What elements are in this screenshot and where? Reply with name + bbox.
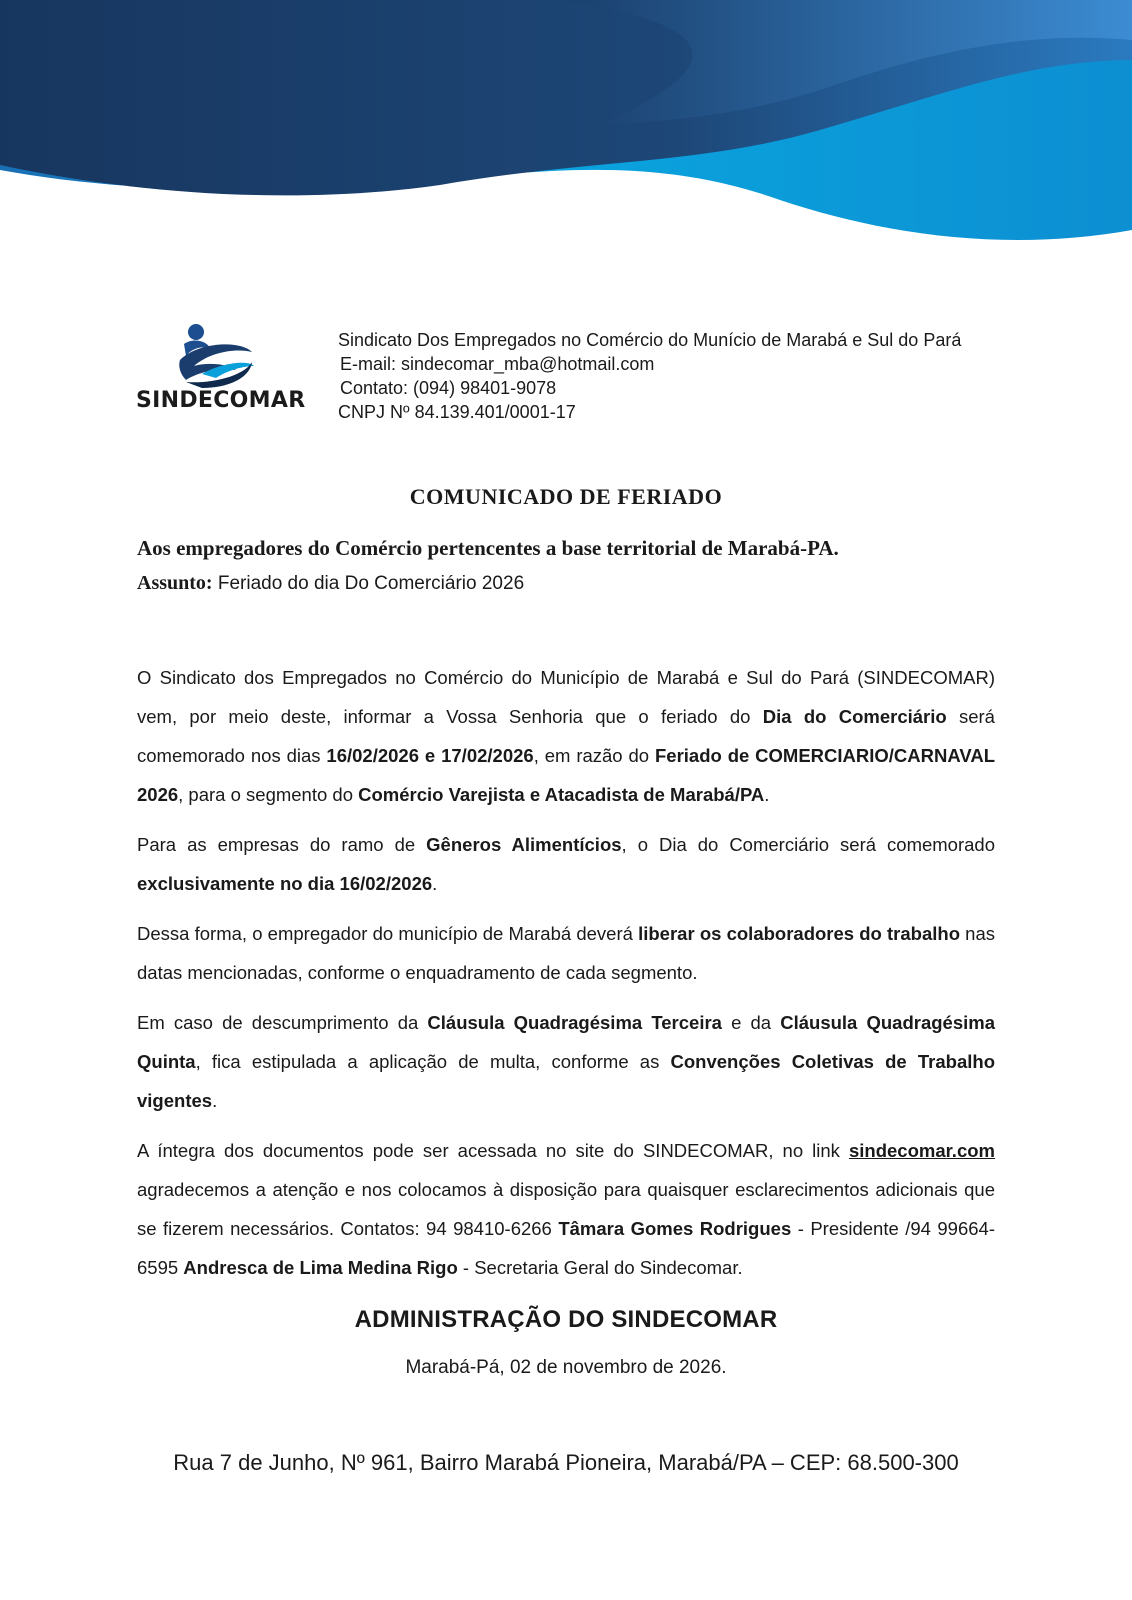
text: , fica estipulada a aplicação de multa, conforme as xyxy=(195,1051,671,1072)
footer-address: Rua 7 de Junho, Nº 961, Bairro Marabá Pioneira, Marabá/PA – CEP: 68.500-300 xyxy=(173,1450,959,1475)
text: A íntegra dos documentos pode ser acessada no site do SINDECOMAR, no link xyxy=(137,1140,849,1161)
bold-text: Convenções Coletivas de Trabalho vigentes xyxy=(137,1051,995,1111)
addressee-line: Aos empregadores do Comércio pertencentes a base territorial de Marabá-PA. xyxy=(137,536,839,560)
text: , em razão do xyxy=(533,745,655,766)
paragraph-3 xyxy=(137,914,995,992)
bold-text: Comércio Varejista e Atacadista de Marabá/PA xyxy=(358,784,765,805)
text: Em caso de descumprimento da xyxy=(137,1012,428,1033)
org-email: E-mail: sindecomar_mba@hotmail.com xyxy=(340,354,655,374)
text: , o Dia do Comerciário será comemorado xyxy=(621,834,995,855)
subject-text: Feriado do dia Do Comerciário 2026 xyxy=(217,573,525,594)
website-link[interactable]: sindecomar.com xyxy=(848,1140,995,1161)
text: e da xyxy=(721,1012,781,1033)
bold-text: exclusivamente no dia 16/02/2026 xyxy=(137,873,433,894)
subject-line xyxy=(137,572,524,595)
president-name: Tâmara Gomes Rodrigues xyxy=(558,1218,792,1239)
text: agradecemos a atenção e nos colocamos à disposição para quaisquer esclarecimentos adicionais que se fizerem necessários. Contatos: 94 98410-6266 xyxy=(137,1179,995,1239)
bold-text: Cláusula Quadragésima Quinta xyxy=(137,1012,996,1072)
header-wave-decoration xyxy=(0,0,1132,260)
signature-title: ADMINISTRAÇÃO DO SINDECOMAR xyxy=(354,1306,778,1333)
paragraph-4 xyxy=(137,1003,995,1120)
text: . xyxy=(212,1090,218,1111)
bold-text: 16/02/2026 e 17/02/2026 xyxy=(326,745,534,766)
text: nas datas mencionadas, conforme o enquadramento de cada segmento. xyxy=(137,923,995,983)
org-name: Sindicato Dos Empregados no Comércio do Munício de Marabá e Sul do Pará xyxy=(338,330,962,350)
org-contact: Contato: (094) 98401-9078 xyxy=(340,378,557,398)
header-contact-block xyxy=(338,328,961,424)
bold-text: Cláusula Quadragésima Terceira xyxy=(427,1012,722,1033)
bold-text: Gêneros Alimentícios xyxy=(426,834,622,855)
document-title: COMUNICADO DE FERIADO xyxy=(409,484,723,509)
text: - Presidente /94 99664-6595 xyxy=(137,1218,996,1278)
paragraph-5 xyxy=(137,1131,995,1287)
logo-wordmark: SINDECOMAR xyxy=(136,388,306,413)
bold-text: Feriado de COMERCIARIO/CARNAVAL 2026 xyxy=(137,745,995,805)
paragraph-1 xyxy=(137,658,995,814)
document-body xyxy=(137,658,995,1298)
text: . xyxy=(432,873,438,894)
text: Dessa forma, o empregador do município de Marabá deverá xyxy=(137,923,639,944)
bold-text: Dia do Comerciário xyxy=(762,706,947,727)
bold-text: liberar os colaboradores do trabalho xyxy=(638,923,960,944)
text: . xyxy=(764,784,770,805)
text: - Secretaria Geral do Sindecomar. xyxy=(457,1257,743,1278)
text: O Sindicato dos Empregados no Comércio do Município de Marabá e Sul do Pará (SINDECOMAR) vem, por meio deste, informar a Vossa Senhoria que o feriado do xyxy=(137,667,995,727)
text: será comemorado nos dias xyxy=(137,706,995,766)
subject-label: Assunto: xyxy=(137,572,213,594)
document-date: Marabá-Pá, 02 de novembro de 2026. xyxy=(405,1357,727,1378)
text: Para as empresas do ramo de xyxy=(137,834,427,855)
text: , para o segmento do xyxy=(178,784,359,805)
org-cnpj: CNPJ Nº 84.139.401/0001-17 xyxy=(338,402,576,422)
secretary-name: Andresca de Lima Medina Rigo xyxy=(183,1257,458,1278)
paragraph-2 xyxy=(137,825,995,903)
